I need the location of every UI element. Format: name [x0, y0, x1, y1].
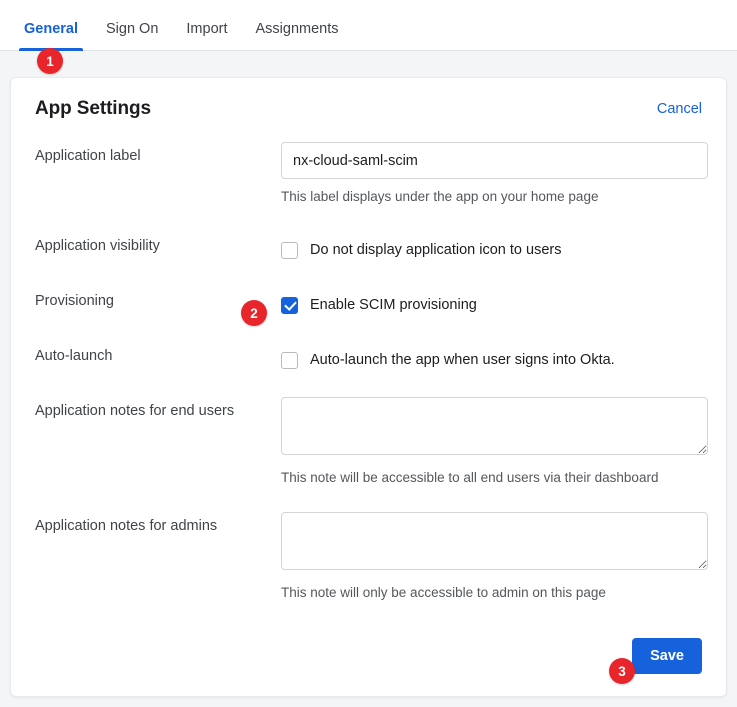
row-provisioning: [35, 287, 702, 324]
application-visibility-checkbox-label: Do not display application icon to users: [310, 242, 562, 259]
auto-launch-check-row[interactable]: [281, 342, 702, 379]
provisioning-field-wrap: [281, 287, 702, 324]
notes-end-users-label: Application notes for end users: [35, 402, 235, 419]
callout-badge-2: 2: [241, 300, 267, 326]
tab-sign-on-label: Sign On: [106, 20, 159, 37]
tab-bar: [0, 0, 737, 51]
callout-badge-3: 3: [609, 658, 635, 684]
tab-sign-on[interactable]: [92, 22, 172, 51]
notes-end-users-field-wrap: [281, 397, 702, 487]
row-application-visibility: [35, 232, 702, 269]
row-application-label: [35, 142, 702, 206]
application-label-helper: This label displays under the app on your home page: [281, 189, 599, 204]
application-visibility-checkbox[interactable]: [281, 242, 298, 259]
tab-assignments[interactable]: [242, 22, 353, 51]
row-notes-end-users: [35, 397, 702, 487]
auto-launch-checkbox-label: Auto-launch the app when user signs into Okta.: [310, 352, 615, 369]
application-label-field-wrap: [281, 142, 702, 206]
notes-end-users-helper: This note will be accessible to all end users via their dashboard: [281, 469, 659, 485]
application-visibility-check-row[interactable]: [281, 232, 702, 269]
page-title: App Settings: [35, 98, 151, 119]
tab-general[interactable]: [10, 22, 92, 51]
application-visibility-label: Application visibility: [35, 237, 160, 254]
settings-form: [11, 120, 726, 602]
save-button[interactable]: Save: [632, 638, 702, 674]
notes-end-users-textarea[interactable]: [281, 397, 708, 455]
tab-assignments-label: Assignments: [255, 20, 339, 37]
auto-launch-label: Auto-launch: [35, 347, 113, 364]
application-label-label: Application label: [35, 148, 141, 164]
provisioning-checkbox[interactable]: [281, 297, 298, 314]
notes-admins-textarea[interactable]: [281, 512, 708, 570]
tab-import[interactable]: [172, 22, 241, 51]
callout-badge-1: 1: [37, 48, 63, 74]
auto-launch-field-wrap: [281, 342, 702, 379]
application-label-input[interactable]: [281, 142, 708, 179]
provisioning-label: Provisioning: [35, 292, 114, 309]
card-footer: [632, 638, 702, 674]
card-header: [11, 78, 726, 120]
tab-import-label: Import: [186, 20, 228, 37]
tab-general-label: General: [24, 20, 78, 37]
row-notes-admins: [35, 512, 702, 602]
notes-admins-helper: This note will only be accessible to admin on this page: [281, 585, 606, 601]
row-auto-launch: [35, 342, 702, 379]
provisioning-checkbox-label: Enable SCIM provisioning: [310, 297, 477, 314]
notes-admins-field-wrap: [281, 512, 702, 602]
cancel-button[interactable]: Cancel: [656, 101, 702, 117]
auto-launch-checkbox[interactable]: [281, 352, 298, 369]
notes-admins-label: Application notes for admins: [35, 518, 218, 535]
provisioning-check-row[interactable]: [281, 287, 702, 324]
application-visibility-field-wrap: [281, 232, 702, 269]
app-settings-card: [10, 77, 727, 697]
